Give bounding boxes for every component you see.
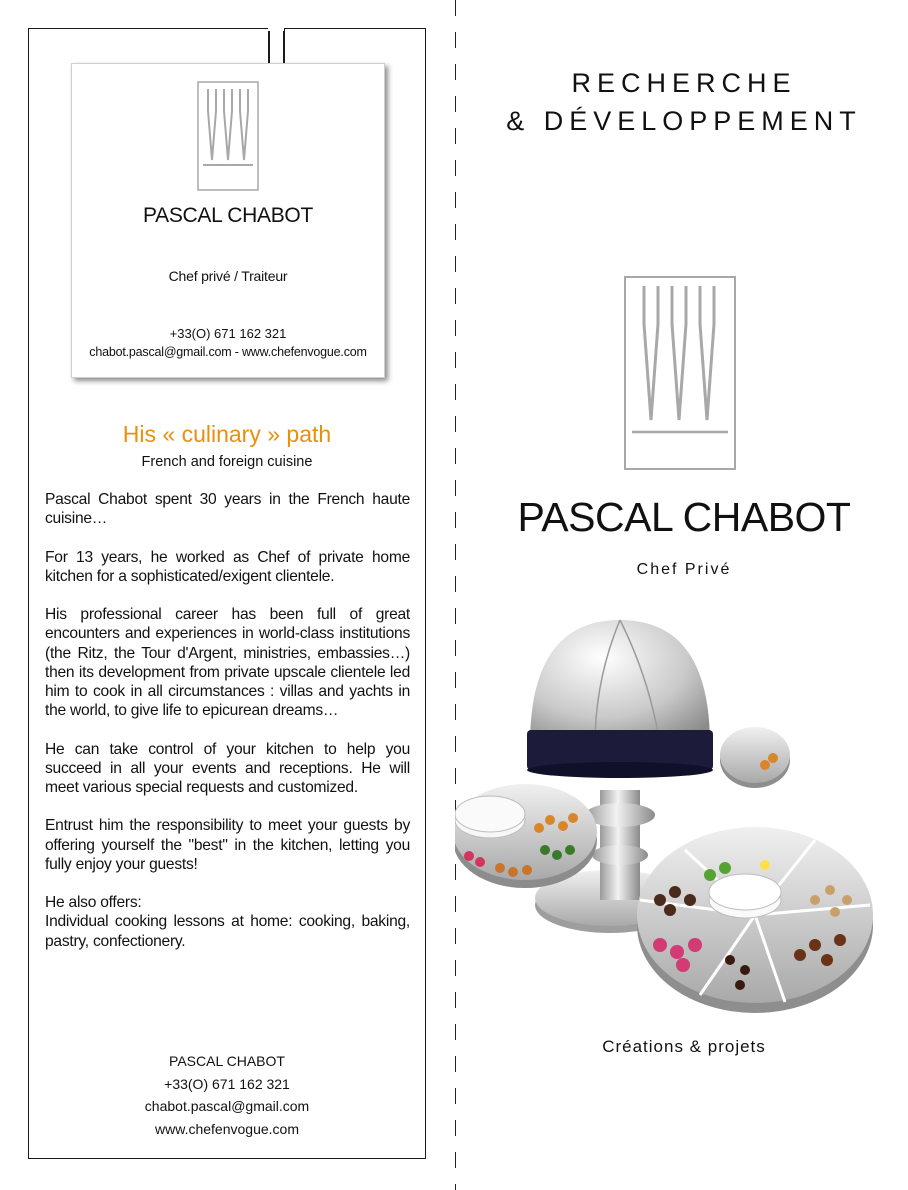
tab-gap (268, 28, 284, 31)
path-title: His « culinary » path (122, 421, 332, 447)
cover-subtitle: Chef Privé (636, 561, 732, 578)
buffet-dome-illustration (455, 600, 875, 1020)
chef-knives-logo-icon (197, 81, 259, 191)
cover-title (460, 64, 908, 140)
bio-paragraph: For 13 years, he worked as Chef of private home kitchen for a sophisticated/exigent clientele. (45, 548, 410, 585)
footer-email: chabot.pascal@gmail.com (144, 1098, 310, 1114)
footer-contact (28, 1050, 426, 1140)
bio-offers-heading: He also offers: (45, 894, 142, 912)
path-subtitle: French and foreign cuisine (141, 454, 313, 470)
footer-phone: +33(O) 671 162 321 (164, 1075, 290, 1092)
cover-name: PASCAL CHABOT (517, 494, 851, 540)
bio-paragraph: He can take control of your kitchen to help you succeed in all your events and receptions. He will meet various special requests and customized. (45, 740, 410, 796)
cover-title-line1: RECHERCHE (571, 68, 797, 98)
chef-knives-logo-large-icon (624, 276, 736, 470)
tab-cut-line-right (283, 28, 285, 64)
footer-website: www.chefenvogue.com (155, 1120, 299, 1137)
business-card (71, 63, 385, 378)
card-role: Chef privé / Traiteur (168, 268, 288, 284)
bio-paragraph: His professional career has been full of great encounters and experiences in world-class institutions (the Ritz, the Tour d'Argent, ministries, embassies…) then its development from private upscale clientele led him to cook in all circumstances : villas and yachts in the world, to give life to epicurean dreams… (45, 606, 410, 720)
tab-cut-line-left (268, 28, 270, 64)
bio-paragraph: Pascal Chabot spent 30 years in the French haute cuisine… (45, 491, 410, 528)
cover-tagline: Créations & projets (602, 1037, 766, 1056)
card-phone: +33(O) 671 162 321 (169, 326, 287, 341)
cover-title-line2: & DÉVELOPPEMENT (506, 106, 862, 136)
bio-text (45, 490, 410, 951)
card-contact: chabot.pascal@gmail.com - www.chefenvogue.com (89, 345, 367, 359)
bio-paragraph: Entrust him the responsibility to meet your guests by offering yourself the "best" in the kitchen, letting you fully enjoy your guests! (45, 817, 410, 873)
card-name: PASCAL CHABOT (143, 204, 313, 227)
footer-name: PASCAL CHABOT (169, 1053, 285, 1069)
bio-offers-body: Individual cooking lessons at home: cooking, baking, pastry, confectionery. (45, 913, 410, 950)
